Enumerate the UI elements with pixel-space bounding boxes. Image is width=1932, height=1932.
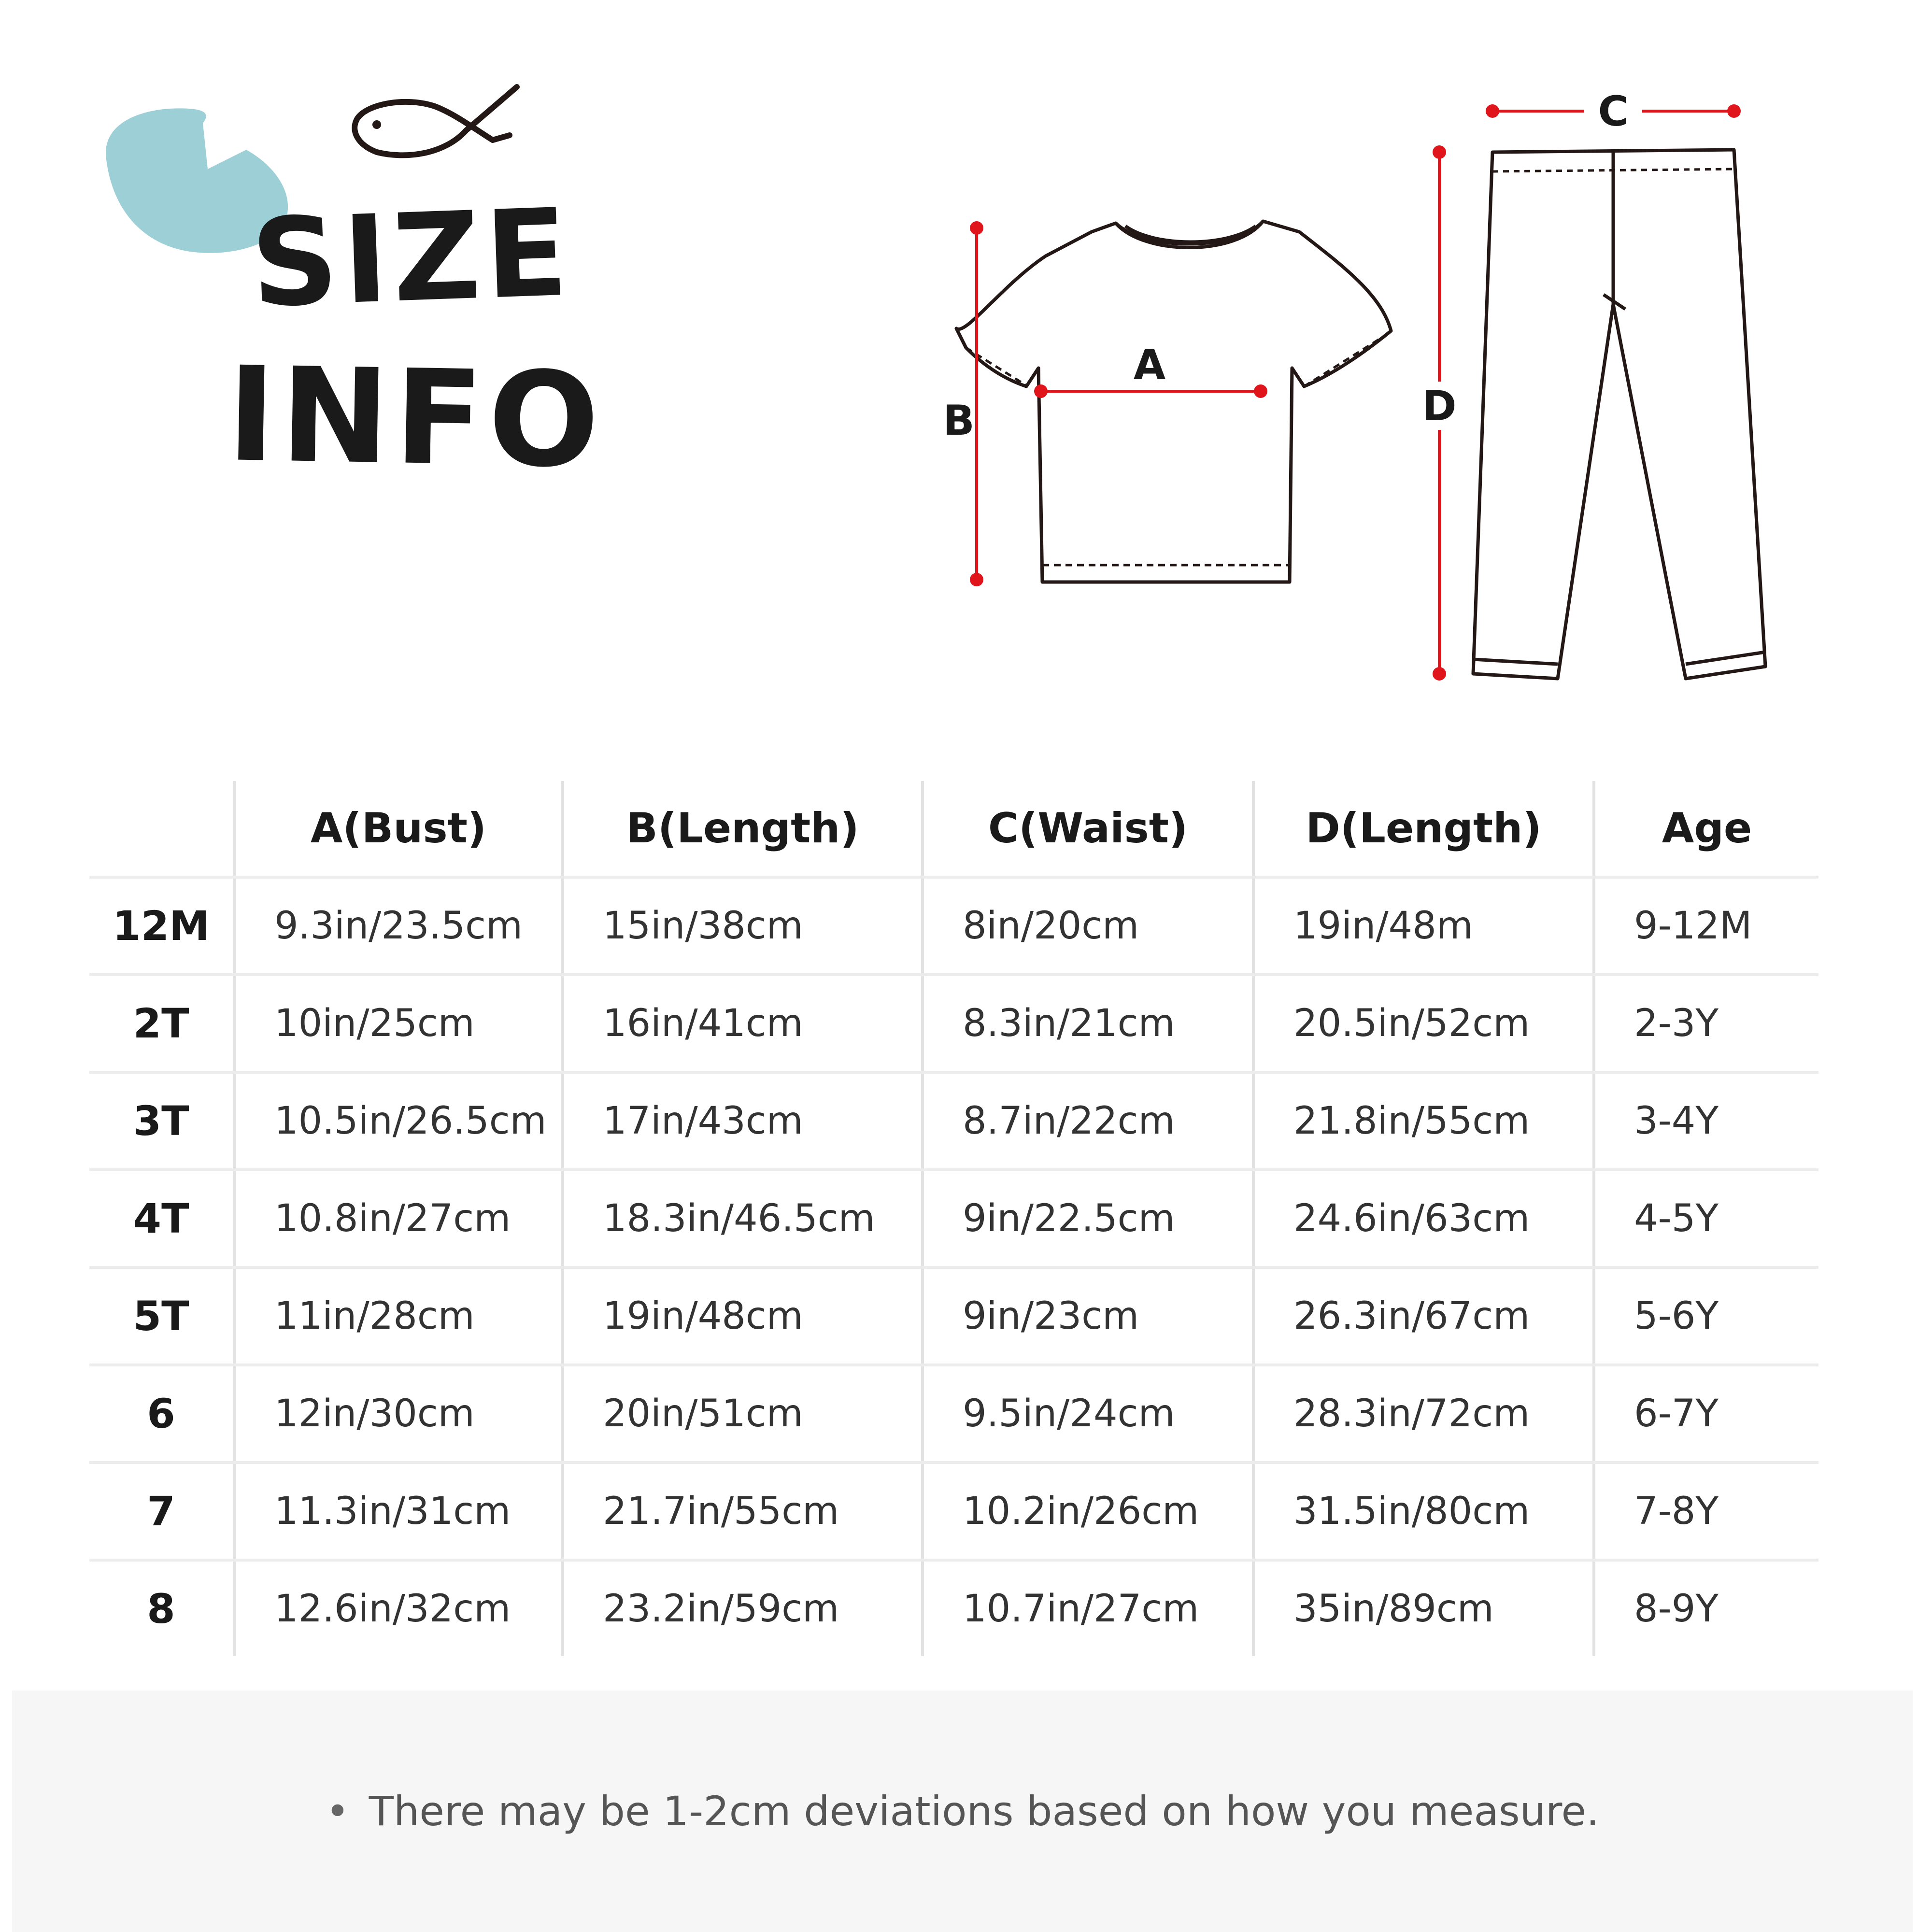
cell-pants-length: 20.5in/52cm: [1253, 975, 1594, 1072]
cell-pants-length: 24.6in/63cm: [1253, 1170, 1594, 1267]
cell-top-length: 15in/38cm: [563, 877, 923, 975]
cell-top-length: 16in/41cm: [563, 975, 923, 1072]
table-row: [89, 1170, 1818, 1267]
size-label: 6: [89, 1365, 234, 1463]
header-top-length: B(Length): [563, 781, 923, 877]
cell-age: 8-9Y: [1594, 1560, 1818, 1656]
header-age: Age: [1594, 781, 1818, 877]
header-bust: A(Bust): [234, 781, 563, 877]
cell-waist: 9.5in/24cm: [923, 1365, 1253, 1463]
size-label: 3T: [89, 1072, 234, 1170]
dimension-a-label: A: [1133, 341, 1166, 389]
title-block: [97, 72, 606, 507]
cell-bust: 11in/28cm: [234, 1267, 563, 1365]
size-label: 2T: [89, 975, 234, 1072]
size-label: 5T: [89, 1267, 234, 1365]
cell-age: 3-4Y: [1594, 1072, 1818, 1170]
cell-waist: 9in/23cm: [923, 1267, 1253, 1365]
cell-age: 5-6Y: [1594, 1267, 1818, 1365]
size-label: 8: [147, 1585, 175, 1633]
cell-waist: 8.3in/21cm: [923, 975, 1253, 1072]
table-corner-cell: [89, 781, 234, 877]
size-label: 7: [89, 1463, 234, 1560]
pants-icon: [1473, 150, 1765, 679]
dimension-b-label: B: [943, 397, 975, 445]
cell-bust: 9.3in/23.5cm: [234, 877, 563, 975]
size-label: 4T: [89, 1170, 234, 1267]
note-bullet: •: [326, 1788, 350, 1835]
table-row: [89, 1560, 1818, 1656]
cell-top-length: 19in/48cm: [563, 1267, 923, 1365]
cell-pants-length: 35in/89cm: [1253, 1560, 1594, 1656]
cell-age: 9-12M: [1594, 877, 1818, 975]
cell-age: 4-5Y: [1594, 1170, 1818, 1267]
measurement-diagram: [918, 72, 1835, 700]
cell-waist: 10.2in/26cm: [923, 1463, 1253, 1560]
table-row: [89, 1365, 1818, 1463]
cell-waist: 8.7in/22cm: [923, 1072, 1253, 1170]
table-header-row: [89, 781, 1818, 877]
cell-bust: 12in/30cm: [234, 1365, 563, 1463]
cell-top-length: 20in/51cm: [563, 1365, 923, 1463]
title-size: SIZE: [249, 182, 575, 334]
note-text: There may be 1-2cm deviations based on how you measure.: [369, 1788, 1599, 1835]
cell-bust: 11.3in/31cm: [234, 1463, 563, 1560]
cell-pants-length: 21.8in/55cm: [1253, 1072, 1594, 1170]
cell-bust: 12.6in/32cm: [234, 1560, 563, 1656]
cell-age: 2-3Y: [1594, 975, 1818, 1072]
fish-icon: [355, 87, 517, 155]
cell-pants-length: 19in/48m: [1253, 877, 1594, 975]
cell-top-length: 23.2in/59cm: [563, 1560, 923, 1656]
cell-waist: 8in/20cm: [923, 877, 1253, 975]
cell-bust: 10in/25cm: [234, 975, 563, 1072]
dimension-d-label: D: [1422, 382, 1457, 430]
table-row: [89, 877, 1818, 975]
table-row: [89, 1072, 1818, 1170]
cell-waist: 9in/22.5cm: [923, 1170, 1253, 1267]
cell-top-length: 17in/43cm: [563, 1072, 923, 1170]
tshirt-icon: [956, 221, 1391, 582]
table-row: [89, 975, 1818, 1072]
table-row: [89, 1267, 1818, 1365]
title-info: INFO: [226, 338, 606, 497]
cell-pants-length: 28.3in/72cm: [1253, 1365, 1594, 1463]
note-bar: [12, 1690, 1913, 1932]
cell-age: 6-7Y: [1594, 1365, 1818, 1463]
size-label: 12M: [89, 877, 234, 975]
cell-bust: 10.8in/27cm: [234, 1170, 563, 1267]
cell-pants-length: 31.5in/80cm: [1253, 1463, 1594, 1560]
dimension-c-label: C: [1598, 87, 1629, 136]
cell-bust: 10.5in/26.5cm: [234, 1072, 563, 1170]
cell-waist: 10.7in/27cm: [923, 1560, 1253, 1656]
size-table: [89, 781, 1818, 1656]
header-pants-length: D(Length): [1253, 781, 1594, 877]
table-row: [89, 1463, 1818, 1560]
cell-top-length: 21.7in/55cm: [563, 1463, 923, 1560]
cell-age: 7-8Y: [1594, 1463, 1818, 1560]
cell-pants-length: 26.3in/67cm: [1253, 1267, 1594, 1365]
cell-top-length: 18.3in/46.5cm: [563, 1170, 923, 1267]
header-waist: C(Waist): [923, 781, 1253, 877]
